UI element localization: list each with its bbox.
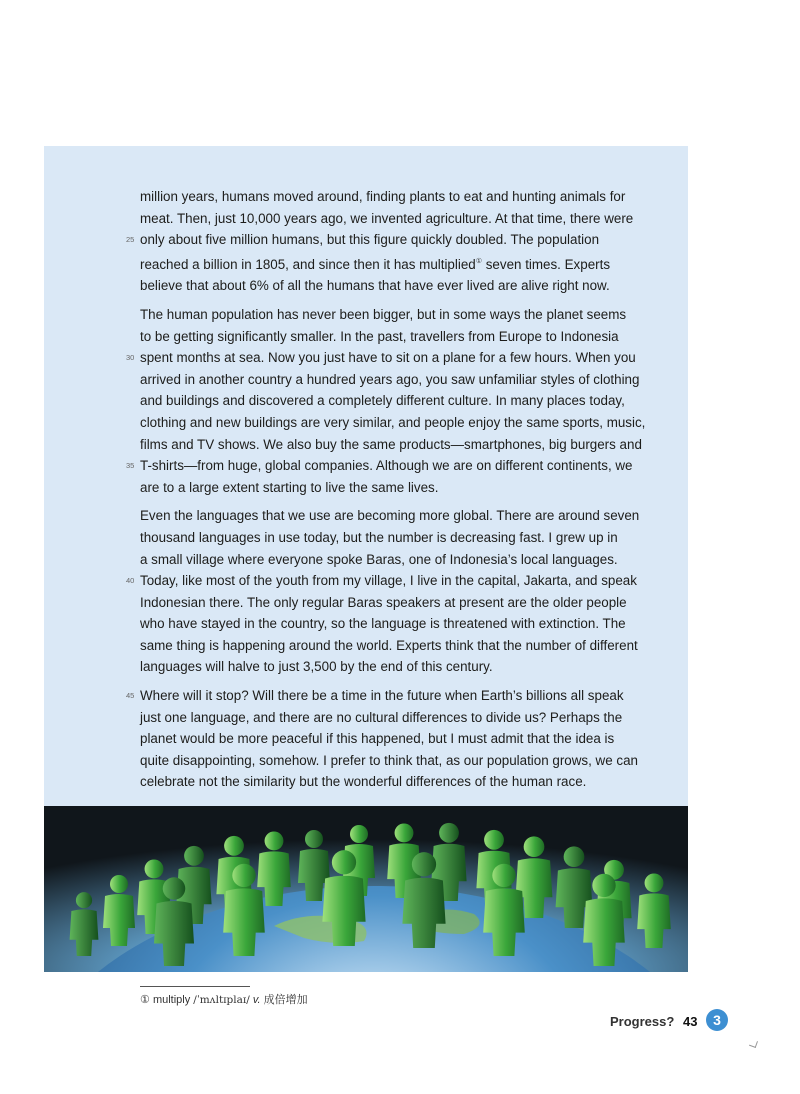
text-line: [140, 771, 655, 793]
text-line: [140, 369, 655, 391]
line-number: 35: [126, 461, 135, 471]
line-text: seven times. Experts: [482, 256, 611, 272]
line-text: T-shirts—from huge, global companies. Although we are on different continents, we: [140, 458, 633, 474]
text-line: [126, 347, 655, 369]
text-line: [140, 635, 655, 657]
line-text: who have stayed in the country, so the language is threatened with extinction. The: [140, 616, 626, 632]
line-text: are to a large extent starting to live the same lives.: [140, 479, 439, 495]
text-line: [140, 750, 655, 772]
text-line: [140, 434, 655, 456]
text-line: [126, 685, 655, 707]
unit-badge: 3: [706, 1009, 728, 1031]
line-text: to be getting significantly smaller. In the past, travellers from Europe to Indonesia: [140, 328, 619, 344]
line-text: quite disappointing, somehow. I prefer to think that, as our population grows, we can: [140, 752, 638, 768]
line-text: celebrate not the similarity but the wonderful differences of the human race.: [140, 774, 587, 790]
line-text: and buildings and discovered a completely different culture. In many places today,: [140, 393, 625, 409]
text-line: [140, 251, 655, 276]
line-text: believe that about 6% of all the humans that have ever lived are alive right now.: [140, 278, 610, 294]
line-text: spent months at sea. Now you just have to sit on a plane for a few hours. When you: [140, 350, 636, 366]
footnote-marker: ①: [140, 994, 150, 1006]
globe-people-illustration: [44, 806, 688, 972]
footnote-pos: v.: [252, 994, 261, 1006]
line-text: Indonesian there. The only regular Baras speakers at present are the older people: [140, 594, 627, 610]
text-line: [140, 208, 655, 230]
line-text: reached a billion in 1805, and since then it has multiplied: [140, 256, 476, 272]
line-text: planet would be more peaceful if this happened, but I must admit that the idea is: [140, 731, 615, 747]
text-line: [140, 707, 655, 729]
paragraph: [126, 505, 655, 678]
line-text: Even the languages that we use are becoming more global. There are around seven: [140, 508, 640, 524]
text-line: [140, 477, 655, 499]
text-line: [140, 304, 655, 326]
reading-text: [126, 186, 655, 800]
text-line: [126, 455, 655, 477]
paragraph: [126, 186, 655, 297]
footnote-gloss: 成倍增加: [263, 994, 308, 1006]
text-line: [140, 549, 655, 571]
text-line: [126, 570, 655, 592]
line-text: Today, like most of the youth from my village, I live in the capital, Jakarta, and speak: [140, 573, 637, 589]
text-line: [140, 326, 655, 348]
line-text: meat. Then, just 10,000 years ago, we invented agriculture. At that time, there were: [140, 210, 634, 226]
line-text: Where will it stop? Will there be a time in the future when Earth’s billions all speak: [140, 688, 624, 704]
line-text: million years, humans moved around, finding plants to eat and hunting animals for: [140, 189, 626, 204]
text-line: [140, 527, 655, 549]
footnote-reference: ①: [475, 257, 483, 265]
line-text: same thing is happening around the world. Experts think that the number of different: [140, 637, 638, 653]
footnote-rule: [140, 986, 250, 987]
footnote-word: multiply: [152, 994, 191, 1006]
line-text: films and TV shows. We also buy the same products—smartphones, big burgers and: [140, 436, 642, 452]
line-number: 45: [126, 691, 135, 701]
paragraph: [126, 685, 655, 793]
page-number: 43: [683, 1014, 698, 1029]
line-text: arrived in another country a hundred years ago, you saw unfamiliar styles of clothing: [140, 371, 640, 387]
line-text: The human population has never been bigger, but in some ways the planet seems: [140, 306, 627, 322]
line-text: clothing and new buildings are very similar, and people enjoy the same sports, music,: [140, 414, 646, 430]
text-line: [140, 390, 655, 412]
text-line: [126, 229, 655, 251]
paragraph: [126, 304, 655, 498]
line-number: 40: [126, 576, 135, 586]
line-text: languages will halve to just 3,500 by the end of this century.: [140, 659, 493, 675]
footnote-phonetic: /ˈmʌltɪplaɪ/: [193, 994, 250, 1006]
text-line: [140, 186, 655, 208]
line-text: thousand languages in use today, but the number is decreasing fast. I grew up in: [140, 529, 618, 545]
footnote: [140, 991, 308, 1007]
text-line: [140, 613, 655, 635]
text-line: [140, 592, 655, 614]
line-number: 30: [126, 353, 135, 363]
text-line: [140, 275, 655, 297]
page-edge-mark: [749, 1039, 758, 1048]
text-line: [140, 656, 655, 678]
line-text: a small village where everyone spoke Baras, one of Indonesia’s local languages.: [140, 551, 618, 567]
text-line: [140, 728, 655, 750]
line-text: only about five million humans, but this figure quickly doubled. The population: [140, 232, 600, 248]
line-number: 25: [126, 235, 135, 245]
text-line: [140, 505, 655, 527]
section-label: Progress?: [610, 1014, 675, 1029]
text-line: [140, 412, 655, 434]
line-text: just one language, and there are no cultural differences to divide us? Perhaps the: [140, 709, 623, 725]
